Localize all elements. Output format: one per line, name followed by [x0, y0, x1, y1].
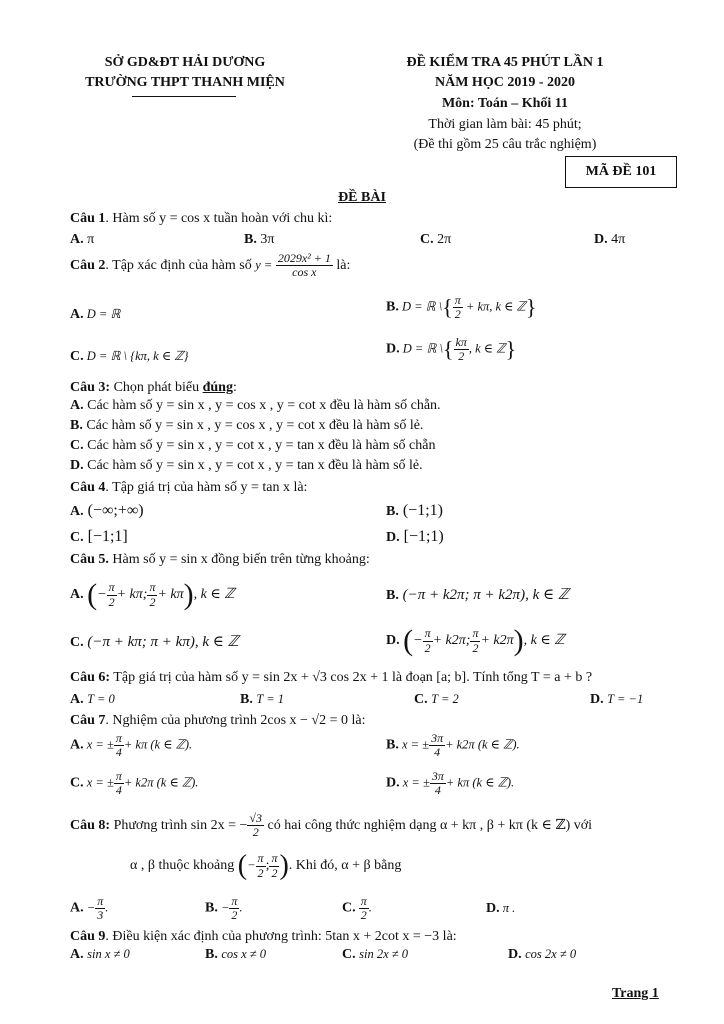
question-4: Câu 4. Tập giá trị của hàm số y = tan x là:	[70, 480, 308, 495]
q7-option-b[interactable]: B. x = ± $\frac{3\pi}{4}$ + k2π (k ∈ ℤ).	[386, 731, 520, 760]
q5-option-c[interactable]: C. (−π + kπ; π + kπ), k ∈ ℤ	[70, 634, 239, 650]
header-underline	[132, 96, 236, 97]
q7-option-a[interactable]: A. x = ± $\frac{\pi}{4}$ + kπ (k ∈ ℤ).	[70, 731, 193, 760]
q3-option-c[interactable]: C. Các hàm số y = sin x , y = cot x , y = tan x đều là hàm số chẵn	[70, 438, 436, 453]
question-count: (Đề thi gồm 25 câu trắc nghiệm)	[413, 137, 597, 152]
q1-option-a[interactable]: A. π	[70, 232, 95, 247]
q9-option-a[interactable]: A. sin x ≠ 0	[70, 947, 130, 962]
question-1: Câu 1. Hàm số y = cos x tuần hoàn với chu kì:	[70, 211, 333, 226]
q8-option-c[interactable]: C. $\frac{\pi}{2}$ .	[342, 894, 372, 923]
q6-option-c[interactable]: C. T = 2	[414, 692, 459, 707]
q3-option-d[interactable]: D. Các hàm số y = sin x , y = cot x , y = tan x đều là hàm số lẻ.	[70, 458, 423, 473]
q5-option-d[interactable]: D. (− $\frac{\pi}{2}$ + k2π; $\frac{\pi}{2}$ + k2π), k ∈ ℤ	[386, 624, 565, 657]
q9-option-c[interactable]: C. sin 2x ≠ 0	[342, 947, 408, 962]
q2-option-c[interactable]: C. D = ℝ \ {kπ, k ∈ ℤ}	[70, 349, 189, 364]
q6-option-d[interactable]: D. T = −1	[590, 692, 644, 707]
question-2: Câu 2. Tập xác định của hàm số y = $\frac{\text{2029x² + 1}}{\text{cos x}}$ là:	[70, 251, 351, 280]
question-5: Câu 5. Hàm số y = sin x đồng biến trên từng khoảng:	[70, 552, 370, 567]
q9-option-d[interactable]: D. cos 2x ≠ 0	[508, 947, 577, 962]
q3-option-b[interactable]: B. Các hàm số y = sin x , y = cos x , y = cot x đều là hàm số lẻ.	[70, 418, 424, 433]
q1-option-c[interactable]: C. 2π	[420, 232, 452, 247]
q2-option-b[interactable]: B. D = ℝ \{ $\frac{\pi}{2}$ + kπ, k ∈ ℤ}	[386, 293, 537, 322]
dept-name: SỞ GD&ĐT HẢI DƯƠNG	[104, 55, 266, 70]
subject: Môn: Toán – Khối 11	[441, 96, 569, 111]
question-8-line2: α , β thuộc khoảng (− $\frac{\pi}{2}$ ; $\frac{\pi}{2}$ ). Khi đó, α + β bằng	[130, 850, 402, 881]
question-6: Câu 6: Tập giá trị của hàm số y = sin 2x + √3 cos 2x + 1 là đoạn [a; b]. Tính tổng T = a + b ?	[70, 670, 593, 685]
school-year: NĂM HỌC 2019 - 2020	[435, 75, 575, 90]
q3-option-a[interactable]: A. Các hàm số y = sin x , y = cos x , y = cot x đều là hàm số chẵn.	[70, 398, 441, 413]
q5-option-a[interactable]: A. (− $\frac{\pi}{2}$ + kπ; $\frac{\pi}{2}$ + kπ), k ∈ ℤ	[70, 578, 235, 611]
q4-option-d[interactable]: D. [−1;1)	[386, 528, 444, 545]
q2-option-d[interactable]: D. D = ℝ \{ $\frac{k\pi}{2}$ , k ∈ ℤ}	[386, 335, 517, 364]
question-8: Câu 8: Phương trình sin 2x = − $\frac{√3}{2}$ có hai công thức nghiệm dạng α + kπ , β + kπ (k ∈ ℤ) với	[70, 811, 593, 840]
q7-option-c[interactable]: C. x = ± $\frac{\pi}{4}$ + k2π (k ∈ ℤ).	[70, 769, 199, 798]
q2-option-a[interactable]: A. D = ℝ	[70, 307, 121, 322]
q9-option-b[interactable]: B. cos x ≠ 0	[205, 947, 267, 962]
exam-title: ĐỀ KIỂM TRA 45 PHÚT LẦN 1	[406, 55, 604, 70]
q1-option-d[interactable]: D. 4π	[594, 232, 626, 247]
q7-option-d[interactable]: D. x = ± $\frac{3\pi}{4}$ + kπ (k ∈ ℤ).	[386, 769, 515, 798]
q6-option-a[interactable]: A. T = 0	[70, 692, 115, 707]
q8-option-d[interactable]: D. π .	[486, 901, 516, 916]
school-name: TRƯỜNG THPT THANH MIỆN	[85, 75, 285, 90]
q4-option-a[interactable]: A. (−∞;+∞)	[70, 502, 144, 519]
q1-option-b[interactable]: B. 3π	[244, 232, 275, 247]
duration: Thời gian làm bài: 45 phút;	[428, 117, 582, 132]
q4-option-b[interactable]: B. (−1;1)	[386, 502, 443, 519]
question-3: Câu 3: Chọn phát biểu đúng:	[70, 380, 237, 395]
section-title: ĐỀ BÀI	[338, 190, 386, 205]
page-number: Trang 1	[612, 986, 659, 1001]
q5-option-b[interactable]: B. (−π + k2π; π + k2π), k ∈ ℤ	[386, 587, 569, 603]
q8-option-b[interactable]: B. − $\frac{\pi}{2}$ .	[205, 894, 243, 923]
question-9: Câu 9. Điều kiện xác định của phương trình: 5tan x + 2cot x = −3 là:	[70, 929, 457, 944]
question-7: Câu 7. Nghiệm của phương trình 2cos x − √2 = 0 là:	[70, 713, 366, 728]
q4-option-c[interactable]: C. [−1;1]	[70, 528, 128, 545]
q8-option-a[interactable]: A. − $\frac{\pi}{3}$ .	[70, 894, 109, 923]
q6-option-b[interactable]: B. T = 1	[240, 692, 285, 707]
exam-code-box: MÃ ĐỀ 101	[565, 156, 677, 188]
